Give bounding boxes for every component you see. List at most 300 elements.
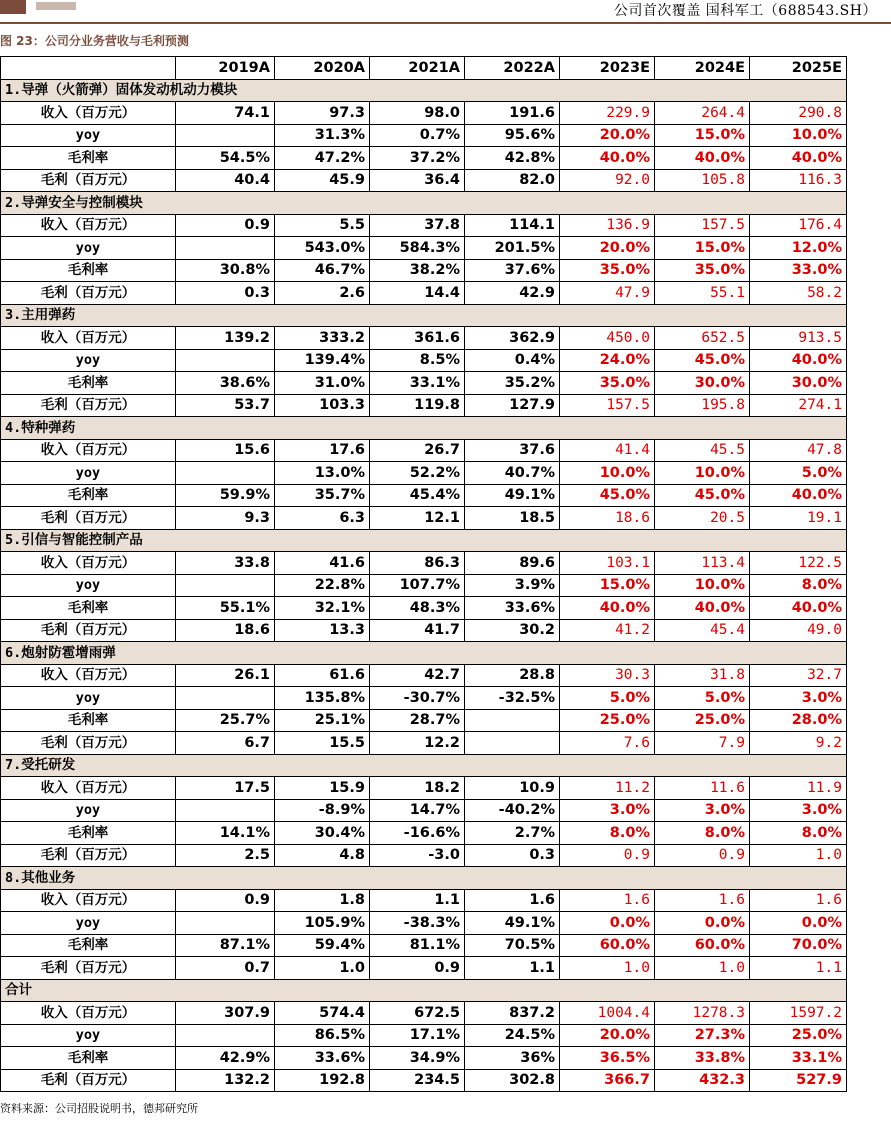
- estimate-cell: 45.0%: [560, 484, 655, 507]
- table-row: [1, 934, 847, 957]
- actual-cell: 12.1: [370, 507, 465, 530]
- header-label-cell: [1, 57, 176, 80]
- estimate-cell: 30.0%: [750, 372, 847, 395]
- estimate-cell: 3.0%: [655, 799, 750, 822]
- row-label: 毛利（百万元）: [1, 169, 176, 192]
- table-row: [1, 237, 847, 260]
- table-row: [1, 439, 847, 462]
- table-row: [1, 597, 847, 620]
- actual-cell: -8.9%: [275, 799, 370, 822]
- actual-cell: 0.3: [176, 282, 275, 305]
- column-header: 2024E: [655, 57, 750, 80]
- estimate-cell: 7.9: [655, 732, 750, 755]
- actual-cell: 672.5: [370, 1002, 465, 1025]
- actual-cell: 49.1%: [465, 912, 560, 935]
- actual-cell: 1.6: [465, 889, 560, 912]
- row-label: 收入（百万元）: [1, 214, 176, 237]
- actual-cell: 33.6%: [465, 597, 560, 620]
- actual-cell: 40.4: [176, 169, 275, 192]
- actual-cell: 59.9%: [176, 484, 275, 507]
- actual-cell: 42.9%: [176, 1047, 275, 1070]
- estimate-cell: 25.0%: [560, 709, 655, 732]
- estimate-cell: 36.5%: [560, 1047, 655, 1070]
- estimate-cell: 60.0%: [655, 934, 750, 957]
- row-label: 毛利率: [1, 147, 176, 170]
- row-label: 收入（百万元）: [1, 1002, 176, 1025]
- estimate-cell: 40.0%: [750, 484, 847, 507]
- actual-cell: 28.8: [465, 664, 560, 687]
- estimate-cell: 45.0%: [655, 349, 750, 372]
- estimate-cell: 1004.4: [560, 1002, 655, 1025]
- estimate-cell: 176.4: [750, 214, 847, 237]
- actual-cell: 0.4%: [465, 349, 560, 372]
- actual-cell: 13.3: [275, 619, 370, 642]
- logo-text: [36, 2, 76, 10]
- actual-cell: [176, 912, 275, 935]
- table-row: [1, 732, 847, 755]
- actual-cell: 13.0%: [275, 462, 370, 485]
- row-label: 收入（百万元）: [1, 664, 176, 687]
- column-header: 2020A: [275, 57, 370, 80]
- actual-cell: 37.2%: [370, 147, 465, 170]
- estimate-cell: 11.6: [655, 777, 750, 800]
- actual-cell: 37.8: [370, 214, 465, 237]
- estimate-cell: 1278.3: [655, 1002, 750, 1025]
- actual-cell: 82.0: [465, 169, 560, 192]
- actual-cell: 26.1: [176, 664, 275, 687]
- table-row: [1, 957, 847, 980]
- estimate-cell: 8.0%: [560, 822, 655, 845]
- actual-cell: 74.1: [176, 102, 275, 125]
- section-row: [1, 867, 847, 890]
- actual-cell: 95.6%: [465, 124, 560, 147]
- estimate-cell: 1.0: [655, 957, 750, 980]
- actual-cell: 574.4: [275, 1002, 370, 1025]
- row-label: 收入（百万元）: [1, 889, 176, 912]
- source-note: 资料来源：公司招股说明书，德邦研究所: [0, 1102, 198, 1115]
- row-label: yoy: [1, 912, 176, 935]
- actual-cell: [176, 687, 275, 710]
- actual-cell: 201.5%: [465, 237, 560, 260]
- row-label: 毛利率: [1, 934, 176, 957]
- row-label: 收入（百万元）: [1, 777, 176, 800]
- estimate-cell: 913.5: [750, 327, 847, 350]
- actual-cell: 33.1%: [370, 372, 465, 395]
- estimate-cell: 7.6: [560, 732, 655, 755]
- estimate-cell: 11.9: [750, 777, 847, 800]
- estimate-cell: 47.8: [750, 439, 847, 462]
- estimate-cell: 10.0%: [655, 574, 750, 597]
- estimate-cell: 33.1%: [750, 1047, 847, 1070]
- table-header-row: [1, 57, 847, 80]
- estimate-cell: 35.0%: [560, 259, 655, 282]
- actual-cell: 6.7: [176, 732, 275, 755]
- estimate-cell: 45.0%: [655, 484, 750, 507]
- actual-cell: 41.7: [370, 619, 465, 642]
- actual-cell: 191.6: [465, 102, 560, 125]
- table-row: [1, 709, 847, 732]
- actual-cell: 45.9: [275, 169, 370, 192]
- table-row: [1, 169, 847, 192]
- actual-cell: 8.5%: [370, 349, 465, 372]
- actual-cell: 89.6: [465, 552, 560, 575]
- actual-cell: [176, 574, 275, 597]
- actual-cell: 37.6%: [465, 259, 560, 282]
- estimate-cell: 40.0%: [560, 597, 655, 620]
- actual-cell: 45.4%: [370, 484, 465, 507]
- actual-cell: 28.7%: [370, 709, 465, 732]
- row-label: 毛利（百万元）: [1, 282, 176, 305]
- actual-cell: 14.1%: [176, 822, 275, 845]
- row-label: 毛利（百万元）: [1, 1069, 176, 1092]
- table-row: [1, 124, 847, 147]
- estimate-cell: 20.0%: [560, 237, 655, 260]
- actual-cell: 37.6: [465, 439, 560, 462]
- section-title: 5.引信与智能控制产品: [1, 529, 847, 552]
- actual-cell: 47.2%: [275, 147, 370, 170]
- table-row: [1, 372, 847, 395]
- column-header: 2023E: [560, 57, 655, 80]
- row-label: 毛利（百万元）: [1, 732, 176, 755]
- actual-cell: 18.5: [465, 507, 560, 530]
- actual-cell: 41.6: [275, 552, 370, 575]
- actual-cell: 0.9: [176, 214, 275, 237]
- actual-cell: 70.5%: [465, 934, 560, 957]
- row-label: yoy: [1, 1024, 176, 1047]
- actual-cell: 361.6: [370, 327, 465, 350]
- table-row: [1, 349, 847, 372]
- estimate-cell: 3.0%: [560, 799, 655, 822]
- row-label: 收入（百万元）: [1, 439, 176, 462]
- estimate-cell: 122.5: [750, 552, 847, 575]
- section-title: 2.导弹安全与控制模块: [1, 192, 847, 215]
- actual-cell: -40.2%: [465, 799, 560, 822]
- estimate-cell: 1.6: [750, 889, 847, 912]
- row-label: 毛利率: [1, 597, 176, 620]
- table-row: [1, 574, 847, 597]
- estimate-cell: 136.9: [560, 214, 655, 237]
- table-row: [1, 664, 847, 687]
- estimate-cell: 0.9: [560, 844, 655, 867]
- estimate-cell: 31.8: [655, 664, 750, 687]
- section-row: [1, 979, 847, 1002]
- actual-cell: 26.7: [370, 439, 465, 462]
- section-row: [1, 754, 847, 777]
- header-company-title: 公司首次覆盖 国科军工（688543.SH）: [613, 3, 877, 19]
- row-label: 毛利率: [1, 709, 176, 732]
- actual-cell: 107.7%: [370, 574, 465, 597]
- actual-cell: 59.4%: [275, 934, 370, 957]
- section-title: 合计: [1, 979, 847, 1002]
- actual-cell: [176, 349, 275, 372]
- table-row: [1, 282, 847, 305]
- actual-cell: [465, 709, 560, 732]
- actual-cell: 5.5: [275, 214, 370, 237]
- actual-cell: 36.4: [370, 169, 465, 192]
- actual-cell: 52.2%: [370, 462, 465, 485]
- estimate-cell: 27.3%: [655, 1024, 750, 1047]
- actual-cell: [176, 1024, 275, 1047]
- estimate-cell: 20.0%: [560, 124, 655, 147]
- estimate-cell: 30.3: [560, 664, 655, 687]
- actual-cell: 53.7: [176, 394, 275, 417]
- estimate-cell: 40.0%: [655, 147, 750, 170]
- section-title: 4.特种弹药: [1, 417, 847, 440]
- actual-cell: 35.7%: [275, 484, 370, 507]
- estimate-cell: 1.6: [560, 889, 655, 912]
- row-label: yoy: [1, 237, 176, 260]
- table-row: [1, 214, 847, 237]
- estimate-cell: 8.0%: [750, 822, 847, 845]
- actual-cell: 42.8%: [465, 147, 560, 170]
- actual-cell: 307.9: [176, 1002, 275, 1025]
- actual-cell: 40.7%: [465, 462, 560, 485]
- actual-cell: 30.8%: [176, 259, 275, 282]
- row-label: 毛利率: [1, 259, 176, 282]
- estimate-cell: 116.3: [750, 169, 847, 192]
- column-header: 2019A: [176, 57, 275, 80]
- table-row: [1, 1002, 847, 1025]
- actual-cell: 1.1: [370, 889, 465, 912]
- estimate-cell: 1.0: [750, 844, 847, 867]
- actual-cell: 12.2: [370, 732, 465, 755]
- actual-cell: 103.3: [275, 394, 370, 417]
- row-label: yoy: [1, 349, 176, 372]
- column-header: 2025E: [750, 57, 847, 80]
- estimate-cell: 32.7: [750, 664, 847, 687]
- estimate-cell: 40.0%: [560, 147, 655, 170]
- estimate-cell: 103.1: [560, 552, 655, 575]
- estimate-cell: 92.0: [560, 169, 655, 192]
- column-header: 2021A: [370, 57, 465, 80]
- estimate-cell: 10.0%: [655, 462, 750, 485]
- estimate-cell: 274.1: [750, 394, 847, 417]
- actual-cell: 1.0: [275, 957, 370, 980]
- actual-cell: 0.7: [176, 957, 275, 980]
- actual-cell: 2.6: [275, 282, 370, 305]
- estimate-cell: 70.0%: [750, 934, 847, 957]
- table-row: [1, 619, 847, 642]
- estimate-cell: 8.0%: [750, 574, 847, 597]
- table-row: [1, 394, 847, 417]
- actual-cell: 30.4%: [275, 822, 370, 845]
- row-label: 毛利率: [1, 822, 176, 845]
- actual-cell: 333.2: [275, 327, 370, 350]
- estimate-cell: 41.4: [560, 439, 655, 462]
- actual-cell: 97.3: [275, 102, 370, 125]
- actual-cell: 31.0%: [275, 372, 370, 395]
- logo: [0, 0, 26, 14]
- row-label: 毛利率: [1, 1047, 176, 1070]
- actual-cell: 584.3%: [370, 237, 465, 260]
- estimate-cell: 652.5: [655, 327, 750, 350]
- row-label: 毛利率: [1, 372, 176, 395]
- estimate-cell: 366.7: [560, 1069, 655, 1092]
- estimate-cell: 58.2: [750, 282, 847, 305]
- section-row: [1, 417, 847, 440]
- table-row: [1, 822, 847, 845]
- actual-cell: 132.2: [176, 1069, 275, 1092]
- actual-cell: 36%: [465, 1047, 560, 1070]
- table-row: [1, 687, 847, 710]
- estimate-cell: 1597.2: [750, 1002, 847, 1025]
- estimate-cell: 40.0%: [750, 349, 847, 372]
- estimate-cell: 0.9: [655, 844, 750, 867]
- row-label: 毛利（百万元）: [1, 394, 176, 417]
- estimate-cell: 450.0: [560, 327, 655, 350]
- actual-cell: 302.8: [465, 1069, 560, 1092]
- estimate-cell: 45.5: [655, 439, 750, 462]
- table-row: [1, 777, 847, 800]
- actual-cell: 25.7%: [176, 709, 275, 732]
- actual-cell: 98.0: [370, 102, 465, 125]
- row-label: yoy: [1, 124, 176, 147]
- estimate-cell: 10.0%: [560, 462, 655, 485]
- actual-cell: 42.9: [465, 282, 560, 305]
- actual-cell: 17.6: [275, 439, 370, 462]
- actual-cell: 192.8: [275, 1069, 370, 1092]
- actual-cell: 49.1%: [465, 484, 560, 507]
- table-row: [1, 462, 847, 485]
- actual-cell: 32.1%: [275, 597, 370, 620]
- actual-cell: 139.2: [176, 327, 275, 350]
- actual-cell: 362.9: [465, 327, 560, 350]
- estimate-cell: 5.0%: [560, 687, 655, 710]
- actual-cell: -30.7%: [370, 687, 465, 710]
- actual-cell: 25.1%: [275, 709, 370, 732]
- actual-cell: 15.6: [176, 439, 275, 462]
- estimate-cell: 10.0%: [750, 124, 847, 147]
- actual-cell: 0.9: [176, 889, 275, 912]
- actual-cell: 6.3: [275, 507, 370, 530]
- table-row: [1, 507, 847, 530]
- estimate-cell: 157.5: [655, 214, 750, 237]
- actual-cell: 55.1%: [176, 597, 275, 620]
- estimate-cell: 195.8: [655, 394, 750, 417]
- actual-cell: 86.5%: [275, 1024, 370, 1047]
- estimate-cell: 9.2: [750, 732, 847, 755]
- estimate-cell: 15.0%: [655, 124, 750, 147]
- section-title: 1.导弹（火箭弹）固体发动机动力模块: [1, 79, 847, 102]
- actual-cell: 81.1%: [370, 934, 465, 957]
- actual-cell: [176, 462, 275, 485]
- estimate-cell: 40.0%: [750, 147, 847, 170]
- estimate-cell: 18.6: [560, 507, 655, 530]
- estimate-cell: 40.0%: [655, 597, 750, 620]
- estimate-cell: 12.0%: [750, 237, 847, 260]
- actual-cell: 1.8: [275, 889, 370, 912]
- row-label: 收入（百万元）: [1, 552, 176, 575]
- actual-cell: 234.5: [370, 1069, 465, 1092]
- estimate-cell: 28.0%: [750, 709, 847, 732]
- estimate-cell: 55.1: [655, 282, 750, 305]
- row-label: yoy: [1, 462, 176, 485]
- section-row: [1, 192, 847, 215]
- actual-cell: 15.9: [275, 777, 370, 800]
- actual-cell: 17.5: [176, 777, 275, 800]
- row-label: yoy: [1, 687, 176, 710]
- section-row: [1, 79, 847, 102]
- estimate-cell: 45.4: [655, 619, 750, 642]
- actual-cell: 139.4%: [275, 349, 370, 372]
- estimate-cell: 33.8%: [655, 1047, 750, 1070]
- table-row: [1, 102, 847, 125]
- actual-cell: 10.9: [465, 777, 560, 800]
- actual-cell: -32.5%: [465, 687, 560, 710]
- estimate-cell: 0.0%: [750, 912, 847, 935]
- actual-cell: 38.6%: [176, 372, 275, 395]
- actual-cell: 46.7%: [275, 259, 370, 282]
- table-row: [1, 484, 847, 507]
- actual-cell: 0.7%: [370, 124, 465, 147]
- estimate-cell: 5.0%: [655, 687, 750, 710]
- estimate-cell: 1.0: [560, 957, 655, 980]
- actual-cell: 0.3: [465, 844, 560, 867]
- actual-cell: [176, 124, 275, 147]
- row-label: 收入（百万元）: [1, 102, 176, 125]
- actual-cell: 14.7%: [370, 799, 465, 822]
- estimate-cell: 0.0%: [560, 912, 655, 935]
- actual-cell: 54.5%: [176, 147, 275, 170]
- section-title: 6.炮射防雹增雨弹: [1, 642, 847, 665]
- section-row: [1, 642, 847, 665]
- page-header: [0, 0, 891, 22]
- actual-cell: 543.0%: [275, 237, 370, 260]
- estimate-cell: 20.5: [655, 507, 750, 530]
- table-row: [1, 844, 847, 867]
- actual-cell: 105.9%: [275, 912, 370, 935]
- actual-cell: 3.9%: [465, 574, 560, 597]
- actual-cell: 135.8%: [275, 687, 370, 710]
- estimate-cell: 20.0%: [560, 1024, 655, 1047]
- actual-cell: 87.1%: [176, 934, 275, 957]
- actual-cell: 24.5%: [465, 1024, 560, 1047]
- column-header: 2022A: [465, 57, 560, 80]
- actual-cell: 61.6: [275, 664, 370, 687]
- estimate-cell: 229.9: [560, 102, 655, 125]
- actual-cell: [465, 732, 560, 755]
- actual-cell: 0.9: [370, 957, 465, 980]
- actual-cell: 31.3%: [275, 124, 370, 147]
- estimate-cell: 25.0%: [655, 709, 750, 732]
- estimate-cell: 25.0%: [750, 1024, 847, 1047]
- estimate-cell: 35.0%: [560, 372, 655, 395]
- actual-cell: -3.0: [370, 844, 465, 867]
- estimate-cell: 105.8: [655, 169, 750, 192]
- row-label: 毛利（百万元）: [1, 507, 176, 530]
- estimate-cell: 35.0%: [655, 259, 750, 282]
- actual-cell: 33.6%: [275, 1047, 370, 1070]
- actual-cell: 86.3: [370, 552, 465, 575]
- estimate-cell: 40.0%: [750, 597, 847, 620]
- actual-cell: 22.8%: [275, 574, 370, 597]
- actual-cell: 42.7: [370, 664, 465, 687]
- actual-cell: 9.3: [176, 507, 275, 530]
- row-label: 毛利（百万元）: [1, 957, 176, 980]
- table-row: [1, 259, 847, 282]
- estimate-cell: 8.0%: [655, 822, 750, 845]
- forecast-table: [0, 56, 847, 1092]
- estimate-cell: 113.4: [655, 552, 750, 575]
- header-divider: [0, 22, 891, 24]
- estimate-cell: 49.0: [750, 619, 847, 642]
- estimate-cell: 19.1: [750, 507, 847, 530]
- actual-cell: 17.1%: [370, 1024, 465, 1047]
- estimate-cell: 24.0%: [560, 349, 655, 372]
- section-title: 3.主用弹药: [1, 304, 847, 327]
- estimate-cell: 15.0%: [655, 237, 750, 260]
- estimate-cell: 15.0%: [560, 574, 655, 597]
